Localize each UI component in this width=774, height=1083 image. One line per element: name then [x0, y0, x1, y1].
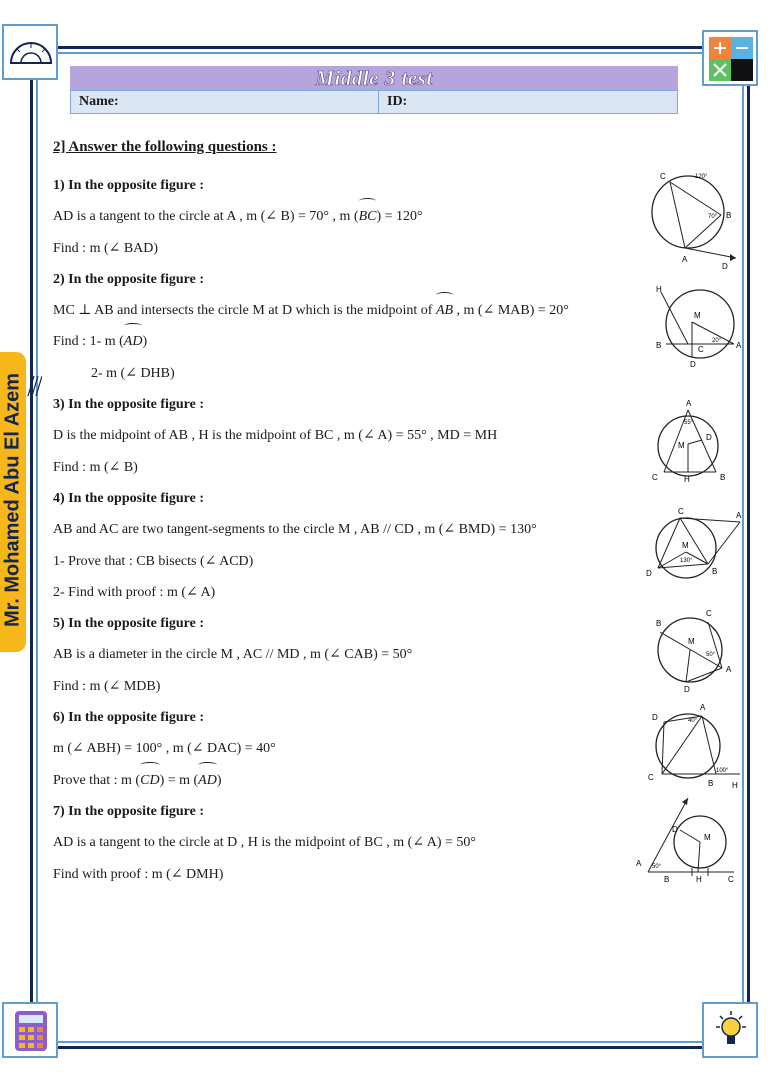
fig3-angle-55: 55°: [684, 420, 694, 426]
fig6-label-b: B: [708, 779, 714, 788]
corner-top-left: [2, 24, 58, 80]
question-6-prove: Prove that : m (CD) = m (AD): [53, 765, 623, 796]
fig4-angle-130: 130°: [680, 558, 693, 564]
name-field[interactable]: Name:: [71, 91, 379, 113]
question-4-find: 2- Find with proof : m (∠ A): [53, 584, 216, 600]
fig4-label-b: B: [712, 567, 718, 576]
fig2-label-b: B: [656, 341, 662, 350]
fig5-angle-50: 50°: [706, 652, 716, 658]
fig4-label-c: C: [678, 507, 684, 516]
corner-bottom-left: [2, 1002, 58, 1058]
fig1-angle-120: 120°: [695, 174, 708, 180]
math-operations-icon: [707, 35, 755, 83]
fig7-label-d: D: [672, 825, 678, 834]
figure-6: [644, 700, 744, 801]
fig7-label-h: H: [696, 875, 702, 884]
arc-cd: CD: [140, 765, 159, 796]
fig5-label-d: D: [684, 685, 690, 692]
question-5-given: AB is a diameter in the circle M , AC // MD , m (∠ CAB) = 50°: [53, 647, 413, 663]
corner-bottom-right: [702, 1002, 758, 1058]
fig5-label-m: M: [688, 637, 695, 646]
corner-top-right: [702, 30, 758, 86]
fig6-angle-100: 100°: [716, 768, 729, 774]
fig7-label-c: C: [728, 875, 734, 884]
question-2-find-1: Find : 1- m (AD): [53, 326, 623, 357]
question-3-heading: 3) In the opposite figure :: [53, 397, 205, 413]
question-2-find-2: 2- m (∠ DHB): [91, 365, 175, 381]
fig6-label-h: H: [732, 781, 738, 790]
question-6-heading: 6) In the opposite figure :: [53, 710, 205, 726]
fig3-label-a: A: [686, 399, 692, 408]
author-name: Mr. Mohamed Abu El Azem: [1, 372, 24, 628]
fig6-label-d: D: [652, 713, 658, 722]
question-4-prove: 1- Prove that : CB bisects (∠ ACD): [53, 553, 254, 569]
question-5-heading: 5) In the opposite figure :: [53, 616, 205, 632]
fig2-label-c: C: [698, 345, 704, 354]
protractor-icon: [7, 29, 55, 77]
figure-7: [634, 790, 738, 889]
arc-bc: BC: [359, 201, 377, 232]
question-1-heading: 1) In the opposite figure :: [53, 178, 205, 193]
question-1-given: AD is a tangent to the circle at A , m (∠ B) = 70° , m (BC) = 120°: [53, 201, 623, 232]
fig6-angle-40: 40°: [688, 718, 698, 724]
fig4-label-m: M: [682, 541, 689, 550]
fig6-label-a: A: [700, 703, 706, 712]
arc-ab: AB: [436, 295, 453, 326]
arc-ad: AD: [124, 326, 143, 357]
question-1-find: Find : m (∠ BAD): [53, 240, 159, 256]
question-7-find: Find with proof : m (∠ DMH): [53, 866, 224, 882]
calculator-icon: [7, 1007, 55, 1055]
fig3-label-h: H: [684, 475, 690, 484]
fig1-angle-70: 70°: [708, 214, 718, 220]
student-info-row: [70, 90, 678, 114]
question-4-given: AB and AC are two tangent-segments to the circle M , AB // CD , m (∠ BMD) = 130°: [53, 522, 537, 538]
fig1-label-a: A: [682, 255, 688, 264]
arc-ad: AD: [198, 765, 217, 796]
fig1-label-c: C: [660, 172, 666, 181]
fig1-label-b: B: [726, 211, 732, 220]
fig3-label-b: B: [720, 473, 726, 482]
fig5-label-c: C: [706, 609, 712, 618]
section-title: 2] Answer the following questions :: [53, 139, 277, 155]
fig2-label-d: D: [690, 360, 696, 369]
figure-5: [650, 606, 746, 697]
question-2-heading: 2) In the opposite figure :: [53, 271, 205, 287]
figure-2: [648, 282, 744, 377]
question-3-find: Find : m (∠ B): [53, 459, 138, 475]
fig2-label-h: H: [656, 285, 662, 294]
test-title: Middle 3 test: [315, 66, 433, 90]
fig7-label-a: A: [636, 859, 642, 868]
fig7-label-b: B: [664, 875, 670, 884]
fig2-label-m: M: [694, 311, 701, 320]
fig7-angle-50: 50°: [652, 864, 662, 870]
question-7-heading: 7) In the opposite figure :: [53, 803, 205, 819]
question-6-given: m (∠ ABH) = 100° , m (∠ DAC) = 40°: [53, 741, 276, 757]
questions-section: [53, 136, 623, 890]
fig4-label-a: A: [736, 511, 742, 520]
figure-4: [640, 506, 744, 597]
id-field[interactable]: ID:: [387, 94, 408, 109]
question-7-given: AD is a tangent to the circle at D , H is the midpoint of BC , m (∠ A) = 50°: [53, 835, 476, 851]
fig2-angle-20: 20°: [712, 338, 722, 344]
fig3-label-d: D: [706, 433, 712, 442]
fig5-label-b: B: [656, 619, 662, 628]
question-2-given: MC ⊥ AB and intersects the circle M at D which is the midpoint of AB , m (∠ MAB) = 20°: [53, 295, 623, 326]
fig2-label-a: A: [736, 341, 742, 350]
figure-3: [644, 396, 740, 493]
fig7-label-m: M: [704, 833, 711, 842]
fig3-label-c: C: [652, 473, 658, 482]
hatch-decoration: [26, 372, 42, 398]
fig5-label-a: A: [726, 665, 732, 674]
fig4-label-d: D: [646, 569, 652, 578]
question-3-given: D is the midpoint of AB , H is the midpoint of BC , m (∠ A) = 55° , MD = MH: [53, 428, 498, 444]
test-header: [70, 66, 678, 90]
figure-1: [640, 170, 740, 275]
fig1-label-d: D: [722, 262, 728, 270]
question-4-heading: 4) In the opposite figure :: [53, 490, 205, 506]
question-5-find: Find : m (∠ MDB): [53, 678, 161, 694]
fig6-label-c: C: [648, 773, 654, 782]
lightbulb-icon: [707, 1007, 755, 1055]
fig3-label-m: M: [678, 441, 685, 450]
